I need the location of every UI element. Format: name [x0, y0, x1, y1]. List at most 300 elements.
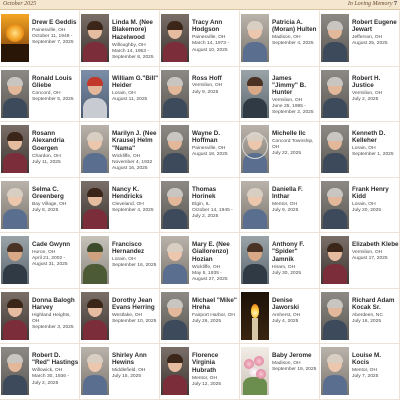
obituary-card[interactable] — [320, 344, 400, 400]
decedent-name[interactable]: Thomas Horinek — [192, 185, 217, 200]
portrait-shoulders — [3, 98, 27, 118]
date-line: July 16, 2025 — [352, 318, 382, 324]
obituary-card[interactable] — [320, 233, 400, 289]
obituary-details — [272, 361, 319, 373]
decedent-name[interactable]: Frank Henry Kidd — [352, 185, 389, 200]
decedent-name[interactable]: Elizabeth Klebe — [352, 241, 399, 248]
portrait-hair — [327, 243, 343, 252]
portrait-hair — [327, 188, 343, 197]
obituary-card[interactable] — [160, 178, 240, 234]
date-line: October 11, 1948 - — [32, 34, 73, 39]
portrait-shoulders — [3, 264, 27, 284]
portrait-hair — [87, 243, 103, 252]
sun-icon — [6, 24, 24, 42]
portrait-photo — [241, 236, 269, 284]
obituary-info — [272, 241, 319, 277]
portrait-hair — [167, 77, 183, 86]
obituary-card[interactable] — [80, 122, 160, 178]
obituary-card[interactable] — [0, 122, 80, 178]
decedent-name[interactable]: Louise M. Kocis — [352, 352, 382, 367]
residence: Aberdeen, NC — [352, 312, 383, 318]
obituary-card[interactable] — [160, 233, 240, 289]
obituary-details — [352, 91, 399, 103]
portrait-shoulders — [83, 98, 107, 118]
residence: Mentor, OH — [192, 375, 218, 381]
portrait-photo — [161, 292, 189, 340]
residence: Jefferson, OH — [352, 35, 383, 41]
date-line: September 19, 2025 — [272, 367, 317, 372]
obituary-info — [272, 297, 319, 326]
obituary-card[interactable] — [160, 67, 240, 123]
candle-icon — [252, 318, 258, 340]
obituary-card[interactable] — [320, 67, 400, 123]
portrait-hair — [7, 299, 23, 308]
residence: Vermilion, OH — [192, 83, 223, 89]
portrait-shoulders — [163, 375, 187, 395]
portrait-shoulders — [323, 264, 347, 284]
portrait-photo — [161, 181, 189, 229]
portrait-photo — [81, 14, 109, 62]
portrait-photo — [81, 70, 109, 118]
obituary-details — [32, 154, 79, 166]
date-line: July 26, 2025 — [192, 318, 222, 324]
decedent-name[interactable]: Ross Hoff — [192, 74, 222, 82]
residence: Lorain, OH — [112, 90, 136, 96]
decedent-name[interactable]: William G."Bill" Heider — [112, 74, 159, 89]
portrait-hair — [87, 77, 103, 86]
portrait-hair — [7, 354, 23, 363]
obituary-info — [112, 130, 159, 172]
portrait-shoulders — [163, 320, 187, 340]
portrait-hair — [7, 77, 23, 86]
page-number: 7 — [394, 1, 397, 7]
obituary-info — [32, 19, 79, 46]
date-line: August 10, 2025 — [192, 47, 228, 53]
obituary-details — [352, 250, 399, 262]
decedent-name[interactable]: Michelle Ilc — [272, 130, 306, 137]
date-line: September 7, 2025 — [32, 40, 74, 46]
sunset-photo — [1, 14, 29, 62]
obituary-card[interactable] — [240, 122, 320, 178]
obituary-info — [352, 130, 399, 159]
obituary-details — [32, 91, 79, 103]
portrait-photo — [81, 236, 109, 284]
portrait-hair — [167, 188, 183, 197]
date-line: July 2, 2025 — [352, 96, 379, 102]
portrait-hair — [87, 21, 103, 30]
obituary-card[interactable] — [240, 178, 320, 234]
obituary-info — [112, 241, 159, 270]
portrait-shoulders — [3, 153, 27, 173]
portrait-shoulders — [163, 264, 187, 284]
portrait-shoulders — [3, 209, 27, 229]
obituary-details — [192, 35, 239, 53]
date-line: September 4, 2025 — [112, 207, 154, 213]
decedent-name[interactable]: Nancy K. Hendricks — [112, 185, 143, 200]
portrait-shoulders — [243, 209, 267, 229]
decedent-name[interactable]: Drew E Geddis — [32, 19, 77, 26]
portrait-photo — [321, 292, 349, 340]
portrait-hair — [167, 21, 183, 30]
date-line: July 8, 2025 — [32, 207, 59, 213]
decedent-name[interactable]: Mary E. (Nee Giallorenzo) Hozian — [192, 241, 230, 263]
obituary-info — [112, 19, 159, 61]
portrait-shoulders — [163, 209, 187, 229]
portrait-photo — [81, 181, 109, 229]
portrait-photo — [321, 125, 349, 173]
portrait-photo — [161, 14, 189, 62]
decedent-name[interactable]: Patricia A. (Moran) Hulten — [272, 19, 317, 34]
residence: Madison, OH — [272, 360, 301, 366]
obituary-details — [272, 202, 319, 214]
obituary-info — [272, 186, 319, 215]
obituary-card[interactable] — [320, 122, 400, 178]
portrait-hair — [247, 21, 263, 30]
portrait-photo — [81, 125, 109, 173]
obituary-card[interactable] — [80, 67, 160, 123]
obituary-info — [112, 352, 159, 381]
portrait-hair — [247, 243, 263, 252]
date-line: July 15, 2025 — [112, 374, 142, 380]
date-line: March 14, 1953 - — [112, 48, 149, 54]
portrait-shoulders — [163, 42, 187, 62]
date-line: August 18, 2025 — [192, 152, 228, 158]
obituary-card[interactable] — [160, 344, 240, 400]
portrait-hair — [247, 188, 263, 197]
obituary-details — [352, 202, 399, 214]
portrait-shoulders — [163, 153, 187, 173]
decedent-name[interactable]: Baby Jerome — [272, 352, 312, 359]
residence: Lorain, OH — [352, 201, 376, 207]
residence: Amherst, OH — [272, 312, 301, 318]
residence: Vermilion, OH — [352, 249, 383, 255]
date-line: July 2, 2025 — [32, 380, 59, 386]
obituary-details — [272, 35, 319, 47]
portrait-shoulders — [3, 320, 27, 340]
obituary-card[interactable] — [240, 233, 320, 289]
obituary-card[interactable] — [0, 289, 80, 345]
obituary-info — [112, 186, 159, 215]
obituary-details — [272, 98, 319, 116]
obituary-info — [272, 130, 319, 157]
portrait-shoulders — [323, 42, 347, 62]
flower-icon — [254, 356, 264, 366]
residence: Wickliffe, OH — [112, 153, 141, 159]
residence: Painesville, OH — [32, 27, 66, 33]
portrait-hair — [7, 243, 23, 252]
date-line: June 25, 1995 - — [272, 104, 306, 110]
issue-date: October 2025 — [3, 1, 37, 7]
obituary-card[interactable] — [320, 178, 400, 234]
portrait-shoulders — [243, 98, 267, 118]
portrait-hair — [327, 354, 343, 363]
obituary-card[interactable] — [240, 11, 320, 67]
obituary-details — [272, 139, 319, 157]
residence: Chardon, OH — [32, 153, 61, 159]
decedent-name[interactable]: Rosann Alexandria Goergen — [32, 130, 65, 152]
decedent-name[interactable]: Kenneth D. Kelleher — [352, 130, 386, 145]
date-line: April 21, 2002 - — [32, 256, 66, 261]
horizon — [1, 44, 29, 62]
residence: Painesville, OH — [192, 146, 226, 152]
obituary-card[interactable] — [0, 11, 80, 67]
portrait-shoulders — [243, 42, 267, 62]
date-line: September 5, 2025 — [32, 96, 74, 102]
date-line: August 25, 2025 — [352, 41, 388, 47]
decedent-name[interactable]: James "Jimmy" B. Hunter — [272, 74, 306, 97]
portrait-photo — [161, 70, 189, 118]
decedent-name[interactable]: Richard Adam Kocak Sr. — [352, 296, 395, 311]
obituary-details — [352, 35, 399, 47]
obituary-info — [32, 297, 79, 332]
portrait-photo — [161, 236, 189, 284]
obituary-card[interactable] — [320, 289, 400, 345]
decedent-name[interactable]: Dorothy Jean Evans Herring — [112, 296, 155, 311]
portrait-hair — [7, 132, 23, 141]
residence: Mentor, OH — [352, 368, 378, 374]
obituary-card[interactable] — [0, 344, 80, 400]
portrait-photo — [241, 125, 269, 173]
candle-photo — [241, 292, 269, 340]
obituary-info — [192, 75, 239, 96]
date-line: August 31, 2025 — [32, 262, 68, 268]
portrait-photo — [241, 14, 269, 62]
photo-frame — [242, 133, 268, 159]
residence: Vermilion, OH — [272, 98, 303, 104]
obituary-details — [352, 146, 399, 158]
obituary-card[interactable] — [240, 67, 320, 123]
residence: Mentor, OH — [272, 201, 298, 207]
portrait-hair — [167, 243, 183, 252]
date-line: September 8, 2025 — [112, 54, 154, 60]
portrait-photo — [1, 347, 29, 395]
decedent-name[interactable]: Cade Gwynn — [32, 241, 71, 248]
obituary-details — [112, 368, 159, 380]
decedent-name[interactable]: Robert H. Justice — [352, 74, 381, 89]
portrait-photo — [161, 125, 189, 173]
portrait-photo — [321, 14, 349, 62]
obituary-details — [192, 146, 239, 158]
obituary-details — [32, 202, 79, 214]
obituary-info — [352, 75, 399, 104]
obituary-card[interactable] — [80, 289, 160, 345]
obituary-info — [112, 297, 159, 326]
portrait-hair — [327, 299, 343, 308]
residence: Highland Heights, OH — [32, 312, 71, 324]
obituary-details — [32, 368, 79, 386]
portrait-shoulders — [83, 375, 107, 395]
obituary-card[interactable] — [80, 233, 160, 289]
decedent-name[interactable]: Linda M. (Nee Blakemore) Hazelwood — [112, 19, 153, 41]
portrait-photo — [1, 292, 29, 340]
date-line: July 20, 2025 — [352, 207, 382, 213]
obituary-details — [112, 154, 159, 172]
residence: Vermilion, OH — [352, 90, 383, 96]
flowers-photo — [241, 347, 269, 395]
obituary-info — [192, 130, 239, 159]
obituary-card[interactable] — [80, 178, 160, 234]
residence: Westlake, OH — [112, 312, 143, 318]
portrait-hair — [327, 77, 343, 86]
decedent-name[interactable]: Marilyn J. (Nee Krause) Helm "Nama" — [112, 130, 157, 152]
decedent-name[interactable]: Tracy Ann Hodgson — [192, 19, 223, 34]
obituary-info — [32, 352, 79, 387]
flower-icon — [256, 369, 266, 379]
date-line: July 30, 2025 — [272, 270, 302, 276]
portrait-shoulders — [83, 209, 107, 229]
portrait-hair — [87, 132, 103, 141]
obituary-details — [192, 265, 239, 283]
decedent-name[interactable]: Shirley Ann Hewins — [112, 352, 147, 367]
residence: Willowick, OH — [32, 368, 63, 374]
obituary-card[interactable] — [80, 344, 160, 400]
decedent-name[interactable]: Florence Virginia Hubrath — [192, 352, 219, 374]
date-line: July 4, 2025 — [272, 318, 299, 324]
portrait-photo — [241, 70, 269, 118]
portrait-photo — [321, 236, 349, 284]
obituary-details — [112, 43, 159, 61]
obituary-info — [352, 352, 399, 381]
residence: Concord Township, OH — [272, 138, 314, 150]
residence: Concord, OH — [32, 90, 61, 96]
obituary-card[interactable] — [160, 11, 240, 67]
residence: Willoughby, OH — [112, 42, 146, 48]
obituary-info — [32, 186, 79, 215]
portrait-photo — [1, 181, 29, 229]
obituary-details — [112, 257, 159, 269]
obituary-details — [192, 83, 239, 95]
obituary-details — [352, 313, 399, 325]
obituary-info — [352, 241, 399, 262]
portrait-hair — [167, 132, 183, 141]
portrait-photo — [321, 181, 349, 229]
obituary-info — [32, 130, 79, 166]
residence: Lorain, OH — [352, 146, 376, 152]
obituary-card[interactable] — [240, 289, 320, 345]
portrait-hair — [167, 299, 183, 308]
decedent-name[interactable]: Anthony F. "Spider" Jamnik — [272, 241, 305, 263]
portrait-shoulders — [83, 42, 107, 62]
obituary-details — [112, 91, 159, 103]
date-line: July 9, 2025 — [192, 89, 219, 95]
residence: Lorain, OH — [112, 257, 136, 263]
obituary-card[interactable] — [0, 67, 80, 123]
leaves — [243, 377, 267, 395]
date-line: September 1, 2025 — [352, 152, 394, 158]
decedent-name[interactable]: Michael "Mike" Hreha — [192, 296, 237, 311]
portrait-photo — [1, 236, 29, 284]
obituary-info — [192, 19, 239, 54]
portrait-shoulders — [323, 153, 347, 173]
portrait-shoulders — [243, 264, 267, 284]
date-line: October 14, 1945 - — [192, 207, 233, 213]
obituary-info — [32, 75, 79, 104]
residence: Huron, OH — [32, 249, 56, 255]
obituary-info — [352, 297, 399, 326]
obituary-details — [192, 202, 239, 220]
obituary-details — [192, 313, 239, 325]
decedent-name[interactable]: Robert Eugene Jewart — [352, 19, 397, 34]
portrait-shoulders — [83, 153, 107, 173]
decedent-name[interactable]: Robert D. "Red" Hastings — [32, 352, 79, 367]
date-line: September 3, 2025 — [32, 325, 74, 330]
obituary-info — [192, 297, 239, 326]
decedent-name[interactable]: Wayne D. Hoffman — [192, 130, 221, 145]
decedent-name[interactable]: Ronald Louis Gliebe — [32, 74, 72, 89]
obituary-card[interactable] — [160, 122, 240, 178]
date-line: August 11, 2025 — [112, 96, 148, 102]
date-line: September 16, 2025 — [112, 263, 157, 269]
portrait-hair — [87, 188, 103, 197]
portrait-hair — [87, 299, 103, 308]
date-line: July 12, 2025 — [192, 381, 222, 387]
decedent-name[interactable]: Denise Jaworski — [272, 296, 299, 311]
date-line: August 16, 2025 — [112, 165, 148, 171]
portrait-shoulders — [83, 320, 107, 340]
obituary-card[interactable] — [160, 289, 240, 345]
date-line: September 2, 2025 — [272, 110, 314, 116]
residence: Cleveland, OH — [112, 201, 144, 207]
portrait-shoulders — [323, 209, 347, 229]
date-line: March 30, 1936 - — [32, 374, 69, 380]
residence: Fairport Harbor, OH — [192, 312, 235, 318]
portrait-photo — [161, 347, 189, 395]
obituary-info — [112, 75, 159, 104]
residence: Middlefield, OH — [112, 368, 146, 374]
obituary-info — [192, 241, 239, 283]
obituary-grid — [0, 11, 400, 400]
portrait-photo — [321, 347, 349, 395]
date-line: July 2, 2025 — [192, 214, 219, 219]
portrait-shoulders — [323, 320, 347, 340]
date-line: August 17, 2025 — [352, 256, 388, 261]
portrait-shoulders — [83, 264, 107, 284]
obituary-card[interactable] — [0, 233, 80, 289]
section-title: In Loving Memory — [347, 1, 393, 7]
obituary-info — [272, 75, 319, 117]
date-line: September 10, 2025 — [112, 318, 157, 324]
decedent-name[interactable]: Selma C. Greenberg — [32, 185, 64, 200]
decedent-name[interactable]: Donna Balogh Harvey — [32, 296, 75, 311]
date-line: July 11, 2025 — [32, 159, 61, 165]
obituary-info — [192, 186, 239, 221]
obituary-info — [352, 19, 399, 48]
portrait-hair — [247, 77, 263, 86]
date-line: November 4, 1932 — [112, 159, 153, 165]
date-line: July 22, 2025 — [272, 151, 302, 157]
obituary-card[interactable] — [80, 11, 160, 67]
date-line: May 5, 1935 - — [192, 270, 222, 276]
obituary-details — [32, 250, 79, 268]
obituary-details — [272, 265, 319, 277]
residence: Hiram, OH — [272, 264, 296, 270]
obituary-details — [352, 368, 399, 380]
obituary-card[interactable] — [320, 11, 400, 67]
obituary-details — [192, 376, 239, 388]
portrait-photo — [81, 347, 109, 395]
portrait-hair — [7, 188, 23, 197]
obituary-card[interactable] — [240, 344, 320, 400]
portrait-shoulders — [323, 375, 347, 395]
decedent-name[interactable]: Daniella F. Inthar — [272, 185, 303, 200]
obituary-info — [272, 352, 319, 373]
obituary-card[interactable] — [0, 178, 80, 234]
portrait-hair — [167, 354, 183, 363]
obituary-info — [192, 352, 239, 388]
obituary-info — [272, 19, 319, 48]
decedent-name[interactable]: Francisco Hernandez — [112, 241, 145, 256]
portrait-photo — [1, 125, 29, 173]
